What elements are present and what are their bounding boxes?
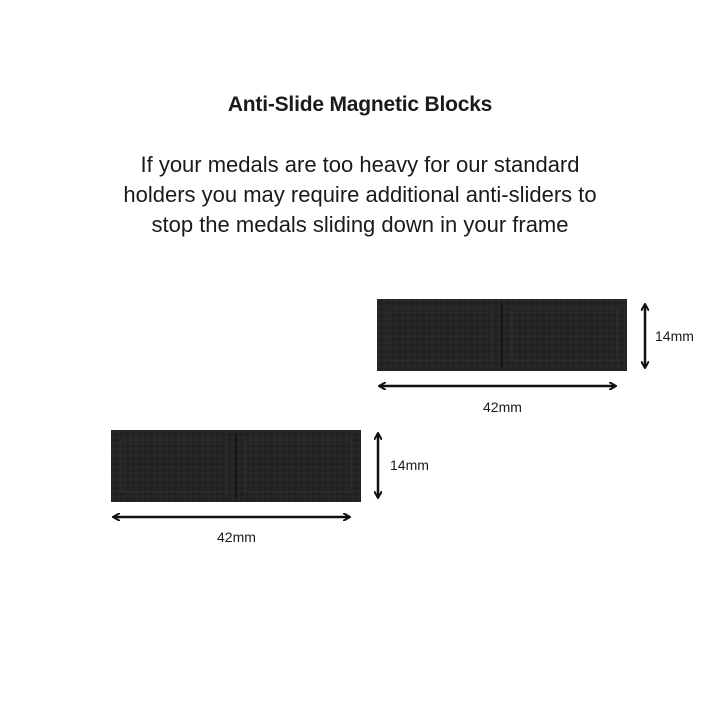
description-line: stop the medals sliding down in your frame	[151, 212, 569, 237]
width-label-top: 42mm	[483, 399, 522, 415]
page-title: Anti-Slide Magnetic Blocks	[227, 93, 493, 116]
height-label-bottom: 14mm	[390, 457, 429, 473]
description-line: holders you may require additional anti-sliders to	[123, 182, 597, 207]
description-line: If your medals are too heavy for our standard	[140, 152, 580, 177]
height-label-top: 14mm	[655, 328, 694, 344]
width-label-bottom: 42mm	[217, 529, 256, 545]
